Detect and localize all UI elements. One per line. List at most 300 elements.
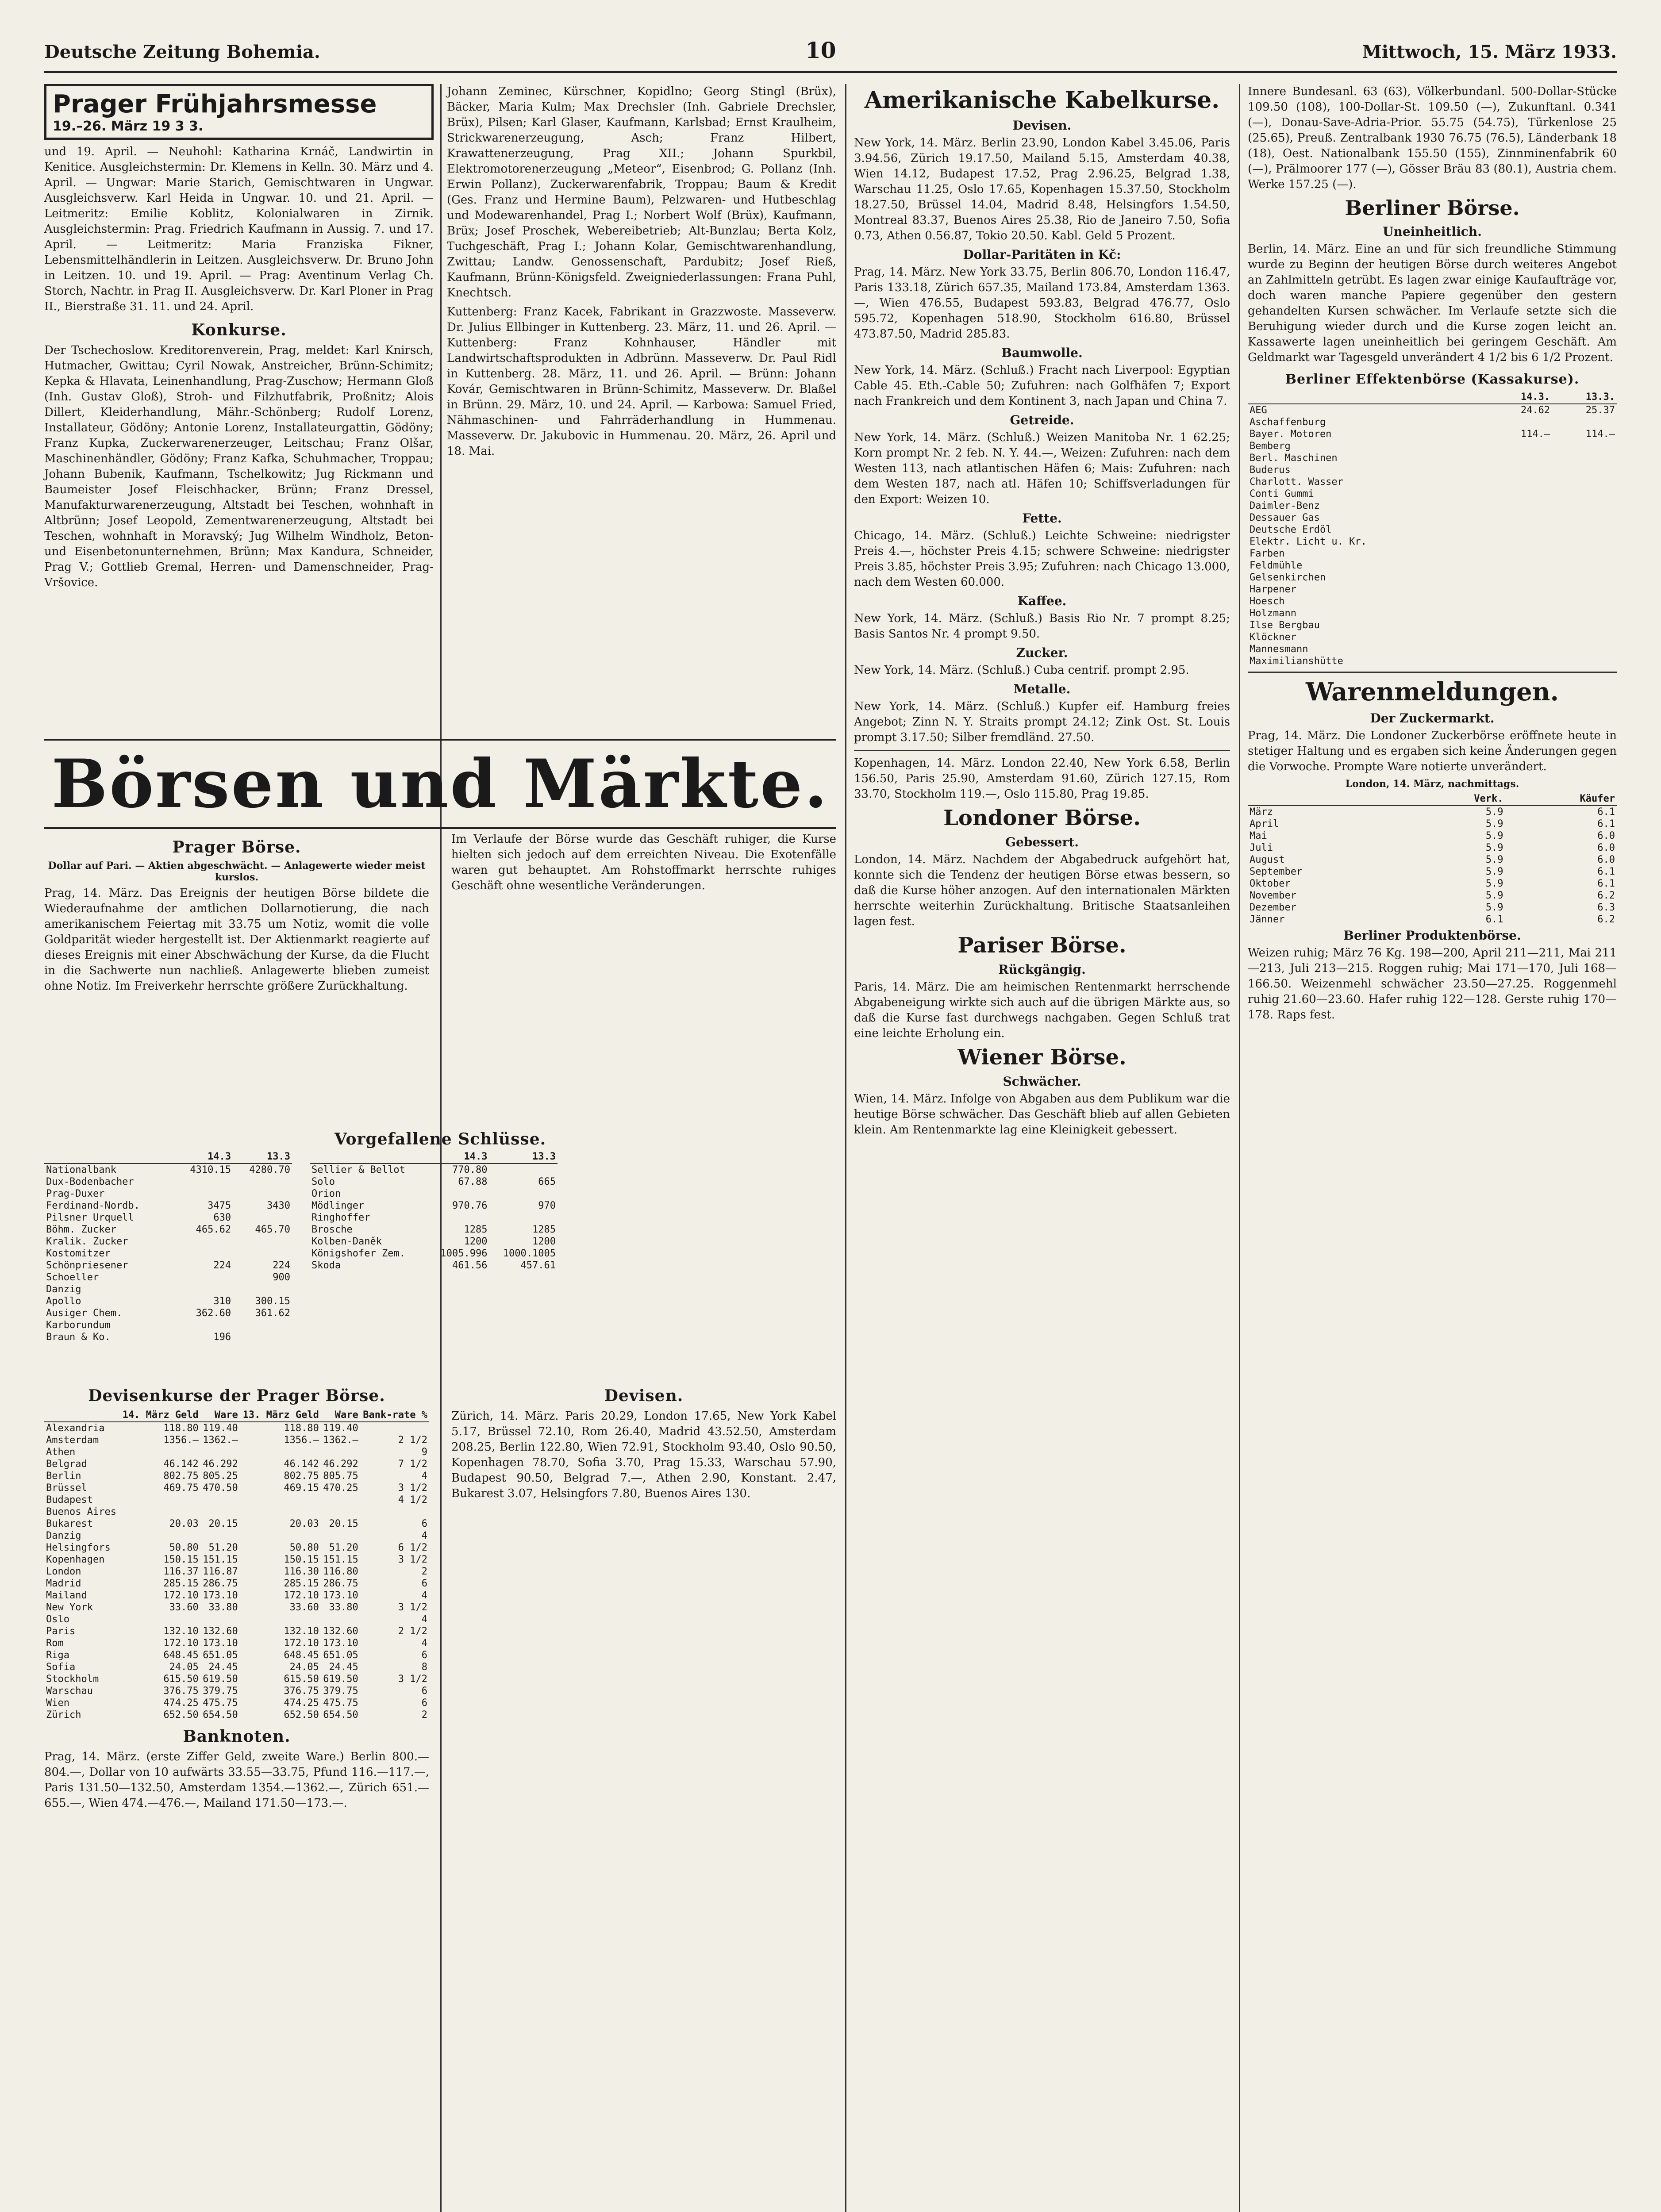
table-cell: 116.80 <box>323 1566 358 1577</box>
table-cell: 1362.— <box>203 1435 238 1446</box>
table-cell <box>1487 607 1552 619</box>
table-cell: 619.50 <box>323 1674 358 1685</box>
table-cell <box>233 1248 292 1260</box>
section-subheading: Devisen. <box>1012 118 1072 133</box>
table-row <box>44 1260 292 1271</box>
table-row <box>1248 607 1617 619</box>
table-cell: 50.80 <box>169 1542 199 1553</box>
table-cell: 652.50 <box>163 1709 199 1720</box>
table-cell <box>1552 416 1617 428</box>
table-cell <box>1552 584 1617 595</box>
table-cell: 376.75 <box>284 1686 319 1697</box>
section-subheading: Fette. <box>1022 511 1062 526</box>
table-cell: 1005.996 <box>440 1248 488 1259</box>
table-cell <box>1487 619 1552 631</box>
table-row <box>1248 842 1617 854</box>
table-row <box>44 1613 429 1625</box>
paris-report: Paris, 14. März. Die am heimischen Rentenmarkt herrschende Abgabeneigung wirkte sich auch auf die übrigen Märkte aus, so daß die Kurse fast durchwegs nachgaben. Gegen Schluß trat eine leichte Erholung ein. <box>854 980 1230 1040</box>
table-row <box>44 1482 429 1494</box>
table-row <box>44 1637 429 1649</box>
table-cell <box>233 1236 292 1248</box>
table-cell: 970 <box>538 1200 556 1211</box>
table-cell: August <box>1250 854 1285 865</box>
fair-title: Prager Frühjahrsmesse <box>53 90 377 119</box>
table-row <box>1248 488 1617 500</box>
table-row <box>310 1212 558 1224</box>
section-heading: Londoner Börse. <box>943 806 1141 830</box>
table-cell <box>1487 631 1552 643</box>
exchange-report-continued: Im Verlaufe der Börse wurde das Geschäft ruhiger, die Kurse hielten sich jedoch auf dem erreichten Niveau. Die Exotenfälle waren gut behauptet. Am Rohstoffmarkt herrschte ruhiges Geschäft ohne wesentliche Veränderungen. <box>451 833 836 892</box>
table-cell: Bemberg <box>1250 441 1291 452</box>
insolvency-notices: und 19. April. — Neuhohl: Katharina Krnáč, Landwirtin in Kenitice. Ausgleichstermin: Dr. Klemens in Kelln. 30. März und 4. April. — Ungwar: Marie Starich, Gemischtwaren in Ungwar. Ausgleichsverw. Karl Heida in Ungwar. 10. und 21. April. — Leitmeritz: Emilie Koblitz, Kolonialwaren in Zirnik. Ausgleichstermin: Prag. Friedrich Kaufmann in Aussig. 7. und 17. April. — Leitmeritz: Maria Franziska Fikner, Lebensmittelhändlerin in Leitzen. Ausgleichsverw. Dr. Bruno John in Leitzen. 10. und 19. April. — Prag: Aventinum Verlag Ch. Storch, Nachtr. in Prag II. Ausgleichsverw. Dr. Karl Ploner in Prag II., Bierstraße 31. 11. und 24. April. <box>44 145 434 313</box>
table-cell: Bayer. Motoren <box>1250 429 1332 440</box>
section-subheading: Rückgängig. <box>998 962 1086 977</box>
table-cell <box>1552 440 1617 452</box>
table-cell: Ferdinand-Nordb. <box>46 1200 140 1211</box>
table-cell: 6.0 <box>1597 830 1615 841</box>
table-cell: Alexandria <box>46 1423 105 1434</box>
table-cell: 379.75 <box>203 1686 238 1697</box>
table-cell: 116.30 <box>284 1566 319 1577</box>
table-cell: 67.88 <box>458 1176 488 1187</box>
section-heading: Devisen. <box>604 1386 684 1405</box>
table-row <box>310 1236 558 1248</box>
grain-report: New York, 14. März. (Schluß.) Weizen Manitoba Nr. 1 62.25; Korn prompt Nr. 2 feb. N. Y. 44.—, Weizen: Zufuhren: nach dem Westen 113, nach atlantischen Häfen 6; Mais: Zufuhren: nach dem Westen 187, nach atl. Häfen 10; Schiffsverladungen für den Export: Weizen 10. <box>854 431 1230 506</box>
table-cell: 6.0 <box>1597 842 1615 853</box>
table-cell <box>173 1248 233 1260</box>
table-row <box>1248 866 1617 878</box>
table-cell: September <box>1250 866 1303 877</box>
table-row <box>44 1307 292 1319</box>
table-cell: 33.80 <box>208 1602 238 1613</box>
section-subheading: Der Zuckermarkt. <box>1370 711 1495 726</box>
table-row <box>44 1649 429 1661</box>
table-row <box>44 1295 292 1307</box>
section-subheading: Gebessert. <box>1005 835 1079 849</box>
table-cell: Buderus <box>1250 465 1291 476</box>
table-cell: 1285 <box>532 1224 556 1235</box>
table-row <box>44 1685 429 1697</box>
table-cell: 1000.1005 <box>503 1248 556 1259</box>
table-cell <box>1552 560 1617 572</box>
table-cell: 118.80 <box>284 1423 319 1434</box>
table-cell: 6.1 <box>1597 806 1615 818</box>
closings-table-1 <box>44 1150 292 1343</box>
table-cell: Juli <box>1250 842 1273 853</box>
table-cell: 8 <box>421 1662 427 1673</box>
table-cell: 469.75 <box>163 1482 199 1494</box>
table-cell: 24.62 <box>1520 405 1550 416</box>
table-cell <box>1552 643 1617 655</box>
section-banner: Börsen und Märkte. <box>44 739 836 829</box>
table-cell: Maximilianshütte <box>1250 656 1343 667</box>
table-row <box>1248 440 1617 452</box>
table-cell <box>1487 536 1552 548</box>
table-cell: Zürich <box>46 1709 81 1720</box>
fair-advert-box <box>44 84 434 140</box>
table-cell: 648.45 <box>163 1650 199 1661</box>
table-cell <box>173 1236 233 1248</box>
table-cell: 4 1/2 <box>398 1494 427 1505</box>
table-cell: 46.142 <box>163 1459 199 1470</box>
table-cell: Gelsenkirchen <box>1250 572 1326 583</box>
table-cell: 1362.— <box>323 1435 358 1446</box>
table-row <box>1248 902 1617 914</box>
table-cell <box>1552 572 1617 584</box>
table-cell <box>1487 572 1552 584</box>
table-row <box>44 1248 292 1260</box>
table-cell: Deutsche Erdöl <box>1250 524 1332 535</box>
table-cell: Athen <box>46 1447 76 1458</box>
table-cell: 173.10 <box>203 1590 238 1601</box>
table-row <box>310 1224 558 1236</box>
table-cell <box>200 1446 240 1458</box>
table-cell: 46.142 <box>284 1459 319 1470</box>
table-cell: 475.75 <box>203 1697 238 1709</box>
prague-exchange-right <box>451 832 836 897</box>
table-cell <box>240 1613 321 1625</box>
table-row <box>310 1260 558 1271</box>
table-cell: 615.50 <box>163 1674 199 1685</box>
sugar-market-report: Prag, 14. März. Die Londoner Zuckerbörse eröffnete heute in stetiger Haltung und es ergaben sich keine Änderungen gegen die Vorwoche. Prompte Ware notierte unverändert. <box>1248 729 1617 773</box>
table-cell: 9 <box>421 1447 427 1458</box>
table-cell <box>1552 476 1617 488</box>
table-cell <box>321 1446 360 1458</box>
table-row <box>44 1697 429 1709</box>
table-row <box>1248 560 1617 572</box>
table-row <box>1248 818 1617 830</box>
table-row <box>1248 914 1617 926</box>
table-cell <box>200 1506 240 1518</box>
table-cell <box>119 1530 200 1542</box>
table-cell: 5.9 <box>1485 854 1503 865</box>
table-cell: Charlott. Wasser <box>1250 476 1343 488</box>
table-cell: Apollo <box>46 1296 81 1307</box>
exchange-report: Prag, 14. März. Das Ereignis der heutigen Börse bildete die Wiederaufnahme der amtlichen Dollarnotierung, die nach amerikanischem Feiertag mit 33.75 um Notiz, womit die volle Goldparität wieder hergestellt ist. Der Aktienmarkt reagierte auf dieses Ereignis mit einer Abschwächung der Kurse, da die Flucht in die Sachwerte nun nachließ. Anlagewerte blieben zumeist ohne Notiz. Im Freiverkehr herrschte größere Zurückhaltung. <box>44 887 429 993</box>
currency-rates-block <box>44 1380 429 1815</box>
table-cell: 6 1/2 <box>398 1542 427 1553</box>
table-cell: 114.— <box>1585 429 1615 440</box>
table-cell: 770.80 <box>452 1164 488 1175</box>
table-row <box>44 1188 292 1200</box>
table-row <box>1248 854 1617 866</box>
table-cell: 465.70 <box>255 1224 290 1235</box>
table-cell <box>1487 464 1552 476</box>
table-cell <box>1552 464 1617 476</box>
table-cell <box>1487 512 1552 524</box>
table-cell: Riga <box>46 1650 69 1661</box>
table-cell: 5.9 <box>1485 878 1503 889</box>
table-cell: 805.25 <box>203 1471 238 1482</box>
table-row <box>44 1164 292 1176</box>
section-subheading: Kaffee. <box>1017 594 1067 608</box>
table-cell: 173.10 <box>203 1638 238 1649</box>
table-row <box>44 1224 292 1236</box>
table-row <box>1248 416 1617 428</box>
section-heading: Konkurse. <box>191 321 287 339</box>
table-cell: 4 <box>421 1471 427 1482</box>
table-row <box>1248 572 1617 584</box>
section-heading: Prager Börse. <box>172 838 301 856</box>
column-header: 13.3. <box>1552 391 1617 404</box>
table-row <box>44 1422 429 1434</box>
cotton-report: New York, 14. März. (Schluß.) Fracht nach Liverpool: Egyptian Cable 45. Eth.-Cable 50; Zufuhren: nach Golfhäfen 7; Export nach Frankreich und dem Kontinent 3, nach Japan und China 7. <box>854 364 1230 408</box>
column-header: Verk. <box>1410 792 1505 806</box>
section-heading: Pariser Börse. <box>957 933 1127 958</box>
table-cell <box>233 1188 292 1200</box>
table-cell: 20.03 <box>289 1518 319 1529</box>
column-header: 13.3 <box>489 1150 558 1164</box>
section-subheading: Baumwolle. <box>1001 346 1083 360</box>
column-header <box>310 1150 428 1164</box>
cable-rates: New York, 14. März. Berlin 23.90, London Kabel 3.45.06, Paris 3.94.56, Zürich 19.17.50, Mailand 5.15, Amsterdam 40.38, Wien 14.12, Budapest 17.52, Prag 2.96.25, Belgrad 1.38, Warschau 11.25, Oslo 17.65, Kopenhagen 15.37.50, Stockholm 18.27.50, Brüssel 14.04, Madrid 8.48, Helsingfors 1.54.50, Montreal 83.37, Buenos Aires 25.38, Rio de Janeiro 7.50, Sofia 0.73, Athen 0.56.87, Tokio 20.50. Kabl. Geld 5 Prozent. <box>854 136 1230 242</box>
table-row <box>1248 631 1617 643</box>
table-cell: 4 <box>421 1530 427 1541</box>
table-cell <box>1552 595 1617 607</box>
table-cell: 2 <box>421 1709 427 1720</box>
table-cell <box>173 1176 233 1188</box>
berlin-stocks-table <box>1248 391 1617 667</box>
table-cell: Braun & Ko. <box>46 1332 111 1343</box>
table-cell: 6 <box>421 1686 427 1697</box>
table-cell <box>1487 440 1552 452</box>
table-cell <box>233 1212 292 1224</box>
table-cell: 119.40 <box>203 1423 238 1434</box>
table-cell <box>1552 607 1617 619</box>
masthead <box>44 35 1617 73</box>
table-cell: 224 <box>273 1260 290 1271</box>
table-cell: 1285 <box>464 1224 488 1235</box>
column-rule <box>1239 84 1240 2212</box>
table-cell: 285.15 <box>163 1578 199 1589</box>
table-cell: Hoesch <box>1250 596 1285 607</box>
table-cell: 1356.— <box>284 1435 319 1446</box>
table-row <box>1248 512 1617 524</box>
table-row <box>44 1494 429 1506</box>
table-cell <box>428 1212 489 1224</box>
fats-report: Chicago, 14. März. (Schluß.) Leichte Schweine: niedrigster Preis 4.—, höchster Preis 4.15; schwere Schweine: niedrigster Preis 3.85, höchster Preis 3.95; Zufuhren: nach Chicago 13.000, nach dem Westen 60.000. <box>854 529 1230 589</box>
table-cell: 651.05 <box>323 1650 358 1661</box>
table-row <box>44 1458 429 1470</box>
table-row <box>44 1283 292 1295</box>
table-cell: Mailand <box>46 1590 87 1601</box>
table-cell: Ilse Bergbau <box>1250 620 1320 631</box>
table-cell: 286.75 <box>323 1578 358 1589</box>
table-cell: 132.60 <box>323 1626 358 1637</box>
table-cell: Schoeller <box>46 1272 99 1283</box>
table-cell <box>119 1446 200 1458</box>
section-subheading: Getreide. <box>1010 413 1074 427</box>
zurich-devisen-report: Zürich, 14. März. Paris 20.29, London 17.65, New York Kabel 5.17, Brüssel 72.10, Rom 26.40, Madrid 43.52.50, Amsterdam 208.25, Berlin 122.80, Wien 72.91, Stockholm 93.40, Oslo 90.50, Kopenhagen 78.70, Sofia 3.70, Prag 15.33, Warschau 57.90, Budapest 90.50, Belgrad 7.—, Athen 2.90, Konstant. 2.47, Bukarest 3.07, Helsingfors 7.80, Buenos Aires 130. <box>451 1409 836 1500</box>
table-cell: Kostomitzer <box>46 1248 111 1259</box>
table-cell <box>1552 619 1617 631</box>
table-row <box>44 1236 292 1248</box>
table-cell: Sellier & Bellot <box>311 1164 405 1175</box>
table-cell: Schönpriesener <box>46 1260 128 1271</box>
table-cell <box>173 1188 233 1200</box>
section-heading: Berliner Effektenbörse (Kassakurse). <box>1285 372 1580 387</box>
table-cell: 172.10 <box>284 1590 319 1601</box>
table-row <box>44 1176 292 1188</box>
section-subheading: Uneinheitlich. <box>1383 224 1482 239</box>
table-cell: 24.45 <box>208 1662 238 1673</box>
table-cell <box>428 1188 489 1200</box>
table-cell: 114.— <box>1520 429 1550 440</box>
table-cell: Danzig <box>46 1530 81 1541</box>
table-row <box>310 1248 558 1260</box>
table-cell: 6.2 <box>1597 914 1615 925</box>
table-cell: November <box>1250 890 1296 901</box>
table-row <box>44 1319 292 1331</box>
table-cell <box>1552 488 1617 500</box>
table-row <box>1248 643 1617 655</box>
table-row <box>44 1470 429 1482</box>
table-cell <box>1487 548 1552 560</box>
table-cell: 5.9 <box>1485 866 1503 877</box>
table-cell: Oktober <box>1250 878 1291 889</box>
table-cell: 310 <box>213 1296 231 1307</box>
table-row <box>1248 428 1617 440</box>
table-cell: Kralik. Zucker <box>46 1236 128 1247</box>
table-cell: 5.9 <box>1485 806 1503 818</box>
table-row <box>44 1542 429 1554</box>
table-row <box>44 1578 429 1590</box>
table-row <box>1248 452 1617 464</box>
table-cell <box>1487 584 1552 595</box>
table-cell: 5.9 <box>1485 818 1503 830</box>
column-4 <box>1248 84 1617 1026</box>
table-cell: 5.9 <box>1485 830 1503 841</box>
vienna-report: Wien, 14. März. Infolge von Abgaben aus dem Publikum war die heutige Börse schwächer. Das Geschäft blieb auf allen Gebieten klein. Am Rentenmarkte lag eine Kleinigkeit gebessert. <box>854 1092 1230 1137</box>
table-cell: 132.60 <box>203 1626 238 1637</box>
table-row <box>1248 655 1617 667</box>
table-cell: 805.75 <box>323 1471 358 1482</box>
table-cell: 5.9 <box>1485 842 1503 853</box>
column-1 <box>44 84 434 594</box>
closings-block <box>44 1124 836 1343</box>
table-cell: 116.87 <box>203 1566 238 1577</box>
table-cell: Sofia <box>46 1662 76 1673</box>
table-cell: 285.15 <box>284 1578 319 1589</box>
table-cell <box>200 1530 240 1542</box>
table-cell: Ringhoffer <box>311 1212 370 1223</box>
table-cell: Helsingfors <box>46 1542 111 1553</box>
table-cell: Brüssel <box>46 1482 87 1494</box>
table-cell: 5.9 <box>1485 890 1503 901</box>
table-cell: London <box>46 1566 81 1577</box>
column-header <box>44 1409 119 1422</box>
table-cell: 970.76 <box>452 1200 488 1211</box>
column-header: 14. März Geld <box>119 1409 200 1422</box>
section-subheading: London, 14. März, nachmittags. <box>1345 778 1519 790</box>
table-row <box>1248 890 1617 902</box>
table-cell: 51.20 <box>329 1542 358 1553</box>
table-row <box>44 1601 429 1613</box>
table-cell: 6 <box>421 1697 427 1709</box>
coffee-report: New York, 14. März. (Schluß.) Basis Rio Nr. 7 prompt 8.25; Basis Santos Nr. 4 prompt 9.50. <box>854 612 1230 641</box>
column-header: Ware <box>321 1409 360 1422</box>
table-cell <box>1487 643 1552 655</box>
table-row <box>44 1212 292 1224</box>
table-cell: April <box>1250 818 1279 830</box>
table-cell: Klöckner <box>1250 632 1296 643</box>
table-cell: 6.1 <box>1597 818 1615 830</box>
table-cell <box>1552 524 1617 536</box>
table-row <box>1248 404 1617 416</box>
sugar-futures-table <box>1248 792 1617 926</box>
table-cell <box>1487 476 1552 488</box>
table-cell: 6 <box>421 1650 427 1661</box>
table-cell: 362.60 <box>196 1308 231 1319</box>
column-2 <box>447 84 836 463</box>
zurich-devisen-block <box>451 1380 836 1505</box>
table-row <box>44 1446 429 1458</box>
table-cell: 33.60 <box>169 1602 199 1613</box>
table-cell <box>1487 560 1552 572</box>
copenhagen-rates: Kopenhagen, 14. März. London 22.40, New York 6.58, Berlin 156.50, Paris 25.90, Amsterdam 91.60, Zürich 127.15, Rom 33.70, Stockholm 119.—, Oslo 115.80, Prag 19.85. <box>854 757 1230 801</box>
table-cell: Belgrad <box>46 1459 87 1470</box>
table-cell: Warschau <box>46 1686 93 1697</box>
table-cell: 3 1/2 <box>398 1554 427 1565</box>
table-cell: 132.10 <box>284 1626 319 1637</box>
table-row <box>44 1434 429 1446</box>
table-cell <box>200 1494 240 1506</box>
london-report: London, 14. März. Nachdem der Abgabedruck aufgehört hat, konnte sich die Tendenz der heutigen Börse etwas bessern, so daß die Kurse höher anzogen. Auf den internationalen Märkten herrschte weiterhin Zurückhaltung. Britische Staatsanleihen lagen fest. <box>854 853 1230 928</box>
table-cell <box>233 1176 292 1188</box>
table-cell <box>1552 512 1617 524</box>
table-cell: 150.15 <box>284 1554 319 1565</box>
table-cell <box>1552 655 1617 667</box>
table-cell: 3 1/2 <box>398 1482 427 1494</box>
table-cell: 172.10 <box>163 1638 199 1649</box>
table-cell: 2 1/2 <box>398 1626 427 1637</box>
table-cell: 379.75 <box>323 1686 358 1697</box>
table-cell <box>1487 500 1552 512</box>
section-heading: Warenmeldungen. <box>1306 677 1559 707</box>
table-cell: 4 <box>421 1614 427 1625</box>
table-cell: Brosche <box>311 1224 353 1235</box>
table-cell <box>360 1422 429 1434</box>
table-row <box>310 1188 558 1200</box>
table-cell: 20.15 <box>329 1518 358 1529</box>
table-cell: 50.80 <box>289 1542 319 1553</box>
table-cell: Böhm. Zucker <box>46 1224 116 1235</box>
table-cell: 51.20 <box>208 1542 238 1553</box>
table-cell: 470.50 <box>203 1482 238 1494</box>
table-cell <box>1487 595 1552 607</box>
table-cell: 24.05 <box>289 1662 319 1673</box>
table-cell <box>240 1446 321 1458</box>
table-row <box>44 1506 429 1518</box>
table-cell: 173.10 <box>323 1590 358 1601</box>
section-subheading: Dollar auf Pari. — Aktien abgeschwächt. — Anlagewerte wieder meist kurslos. <box>48 860 426 883</box>
section-subheading: Metalle. <box>1013 682 1071 696</box>
table-cell: 3 1/2 <box>398 1674 427 1685</box>
table-cell <box>489 1164 558 1176</box>
metals-report: New York, 14. März. (Schluß.) Kupfer eif. Hamburg freies Angebot; Zinn N. Y. Straits prompt 24.12; Zink Ost. St. Louis prompt 3.17.50; Silber fremdländ. 27.50. <box>854 700 1230 744</box>
section-heading: Amerikanische Kabelkurse. <box>864 87 1220 114</box>
table-cell: Kolben-Daněk <box>311 1236 382 1247</box>
table-cell: 470.25 <box>323 1482 358 1494</box>
table-cell: 150.15 <box>163 1554 199 1565</box>
table-cell <box>233 1283 292 1295</box>
table-row <box>310 1164 558 1176</box>
table-cell: Paris <box>46 1626 76 1637</box>
table-cell <box>1552 536 1617 548</box>
table-cell: Jänner <box>1250 914 1285 925</box>
table-cell: Mannesmann <box>1250 644 1308 655</box>
column-header: Bank-rate % <box>360 1409 429 1422</box>
